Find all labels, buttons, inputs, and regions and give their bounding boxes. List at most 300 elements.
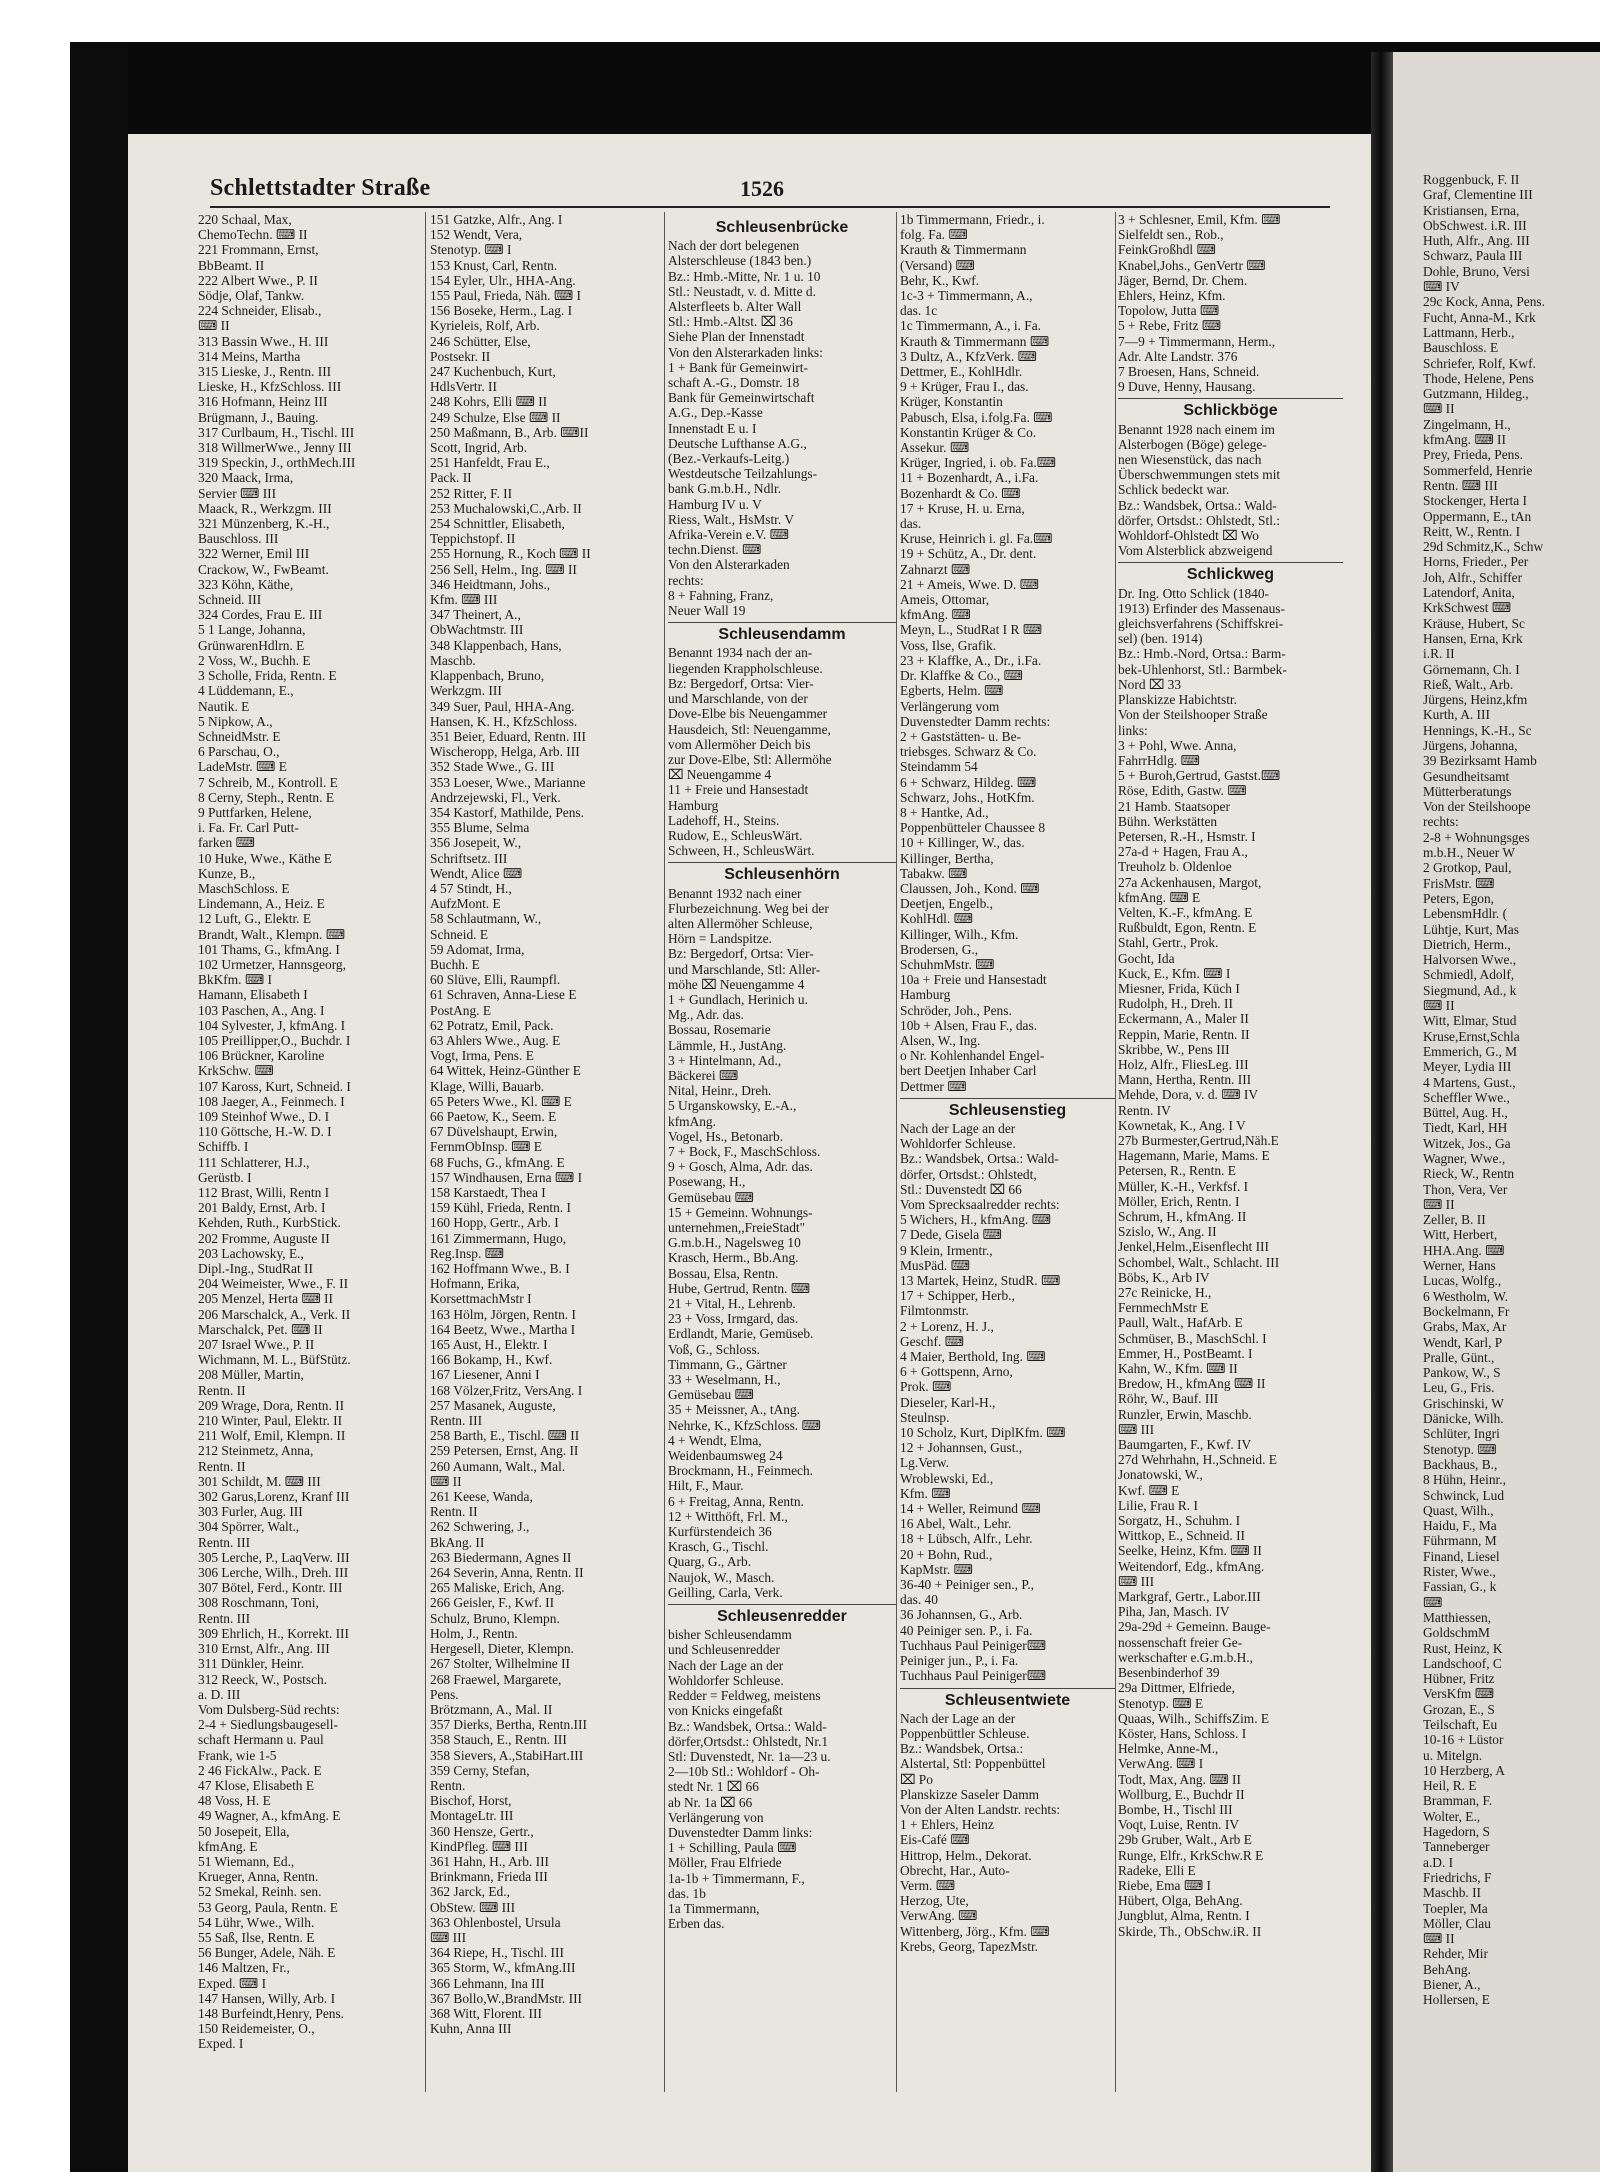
directory-entry: Brinkmann, Frieda III: [430, 1869, 548, 1885]
directory-entry: folg. Fa. ⌨: [900, 227, 968, 243]
directory-entry: 317 Curlbaum, H., Tischl. III: [198, 424, 355, 440]
directory-entry: Leu, G., Fris.: [1423, 1380, 1495, 1396]
directory-entry: Rister, Wwe.,: [1423, 1564, 1496, 1580]
directory-entry: Konstantin Krüger & Co.: [900, 424, 1037, 440]
directory-entry: 309 Ehrlich, H., Korrekt. III: [198, 1625, 349, 1641]
directory-entry: bank G.m.b.H., Ndlr.: [668, 481, 782, 497]
directory-entry: Exped. I: [198, 2036, 244, 2052]
directory-entry: ObStew. ⌨ III: [430, 1899, 516, 1915]
directory-entry: Landschoof, C: [1423, 1655, 1502, 1671]
directory-entry: 224 Schneider, Elisab.,: [198, 303, 322, 319]
directory-entry: Pralle, Günt.,: [1423, 1349, 1495, 1365]
directory-entry: Tanneberger: [1423, 1839, 1490, 1855]
directory-entry: Horns, Frieder., Per: [1423, 554, 1529, 570]
directory-entry: Quarg, G., Arb.: [668, 1554, 752, 1570]
directory-entry: Dettmer, E., KohlHdlr.: [900, 364, 1023, 380]
directory-entry: Holz, Alfr., FliesLeg. III: [1118, 1056, 1249, 1072]
directory-entry: Bz.: Wandsbek, Ortsa.: Wald-: [900, 1151, 1059, 1167]
directory-entry: 364 Riepe, H., Tischl. III: [430, 1945, 564, 1961]
directory-entry: ⌨ III: [430, 1929, 467, 1945]
directory-entry: Todt, Max, Ang. ⌨ II: [1118, 1771, 1241, 1787]
directory-entry: 265 Maliske, Erich, Ang.: [430, 1580, 565, 1596]
directory-entry: Reitt, W., Rentn. I: [1423, 523, 1521, 539]
directory-entry: Baumgarten, F., Kwf. IV: [1118, 1437, 1252, 1453]
directory-entry: Kräuse, Hubert, Sc: [1423, 615, 1525, 631]
directory-entry: Hansen, K. H., KfzSchloss.: [430, 713, 578, 729]
directory-entry: Wohldorfer Schleuse.: [900, 1136, 1016, 1152]
directory-entry: 17 + Schipper, Herb.,: [900, 1288, 1015, 1304]
directory-entry: Weidenbaumsweg 24: [668, 1448, 783, 1464]
directory-entry: 301 Schildt, M. ⌨ III: [198, 1473, 321, 1489]
directory-entry: dörfer, Ortsdst.: Ohlstedt,: [900, 1166, 1037, 1182]
directory-entry: Rieck, W., Rentn: [1423, 1166, 1515, 1182]
directory-entry: Schröder, Joh., Pens.: [900, 1002, 1012, 1018]
directory-entry: PostAng. E: [430, 1002, 492, 1018]
page-header: [210, 168, 1330, 208]
directory-entry: 55 Saß, Ilse, Rentn. E: [198, 1929, 315, 1945]
directory-entry: 29d Schmitz,K., Schw: [1423, 539, 1544, 555]
directory-entry: Kyrieleis, Rolf, Arb.: [430, 318, 540, 334]
directory-entry: 161 Zimmermann, Hugo,: [430, 1230, 567, 1246]
directory-entry: ⌨ IV: [1423, 279, 1460, 295]
directory-entry: G.m.b.H., Nagelsweg 10: [668, 1235, 801, 1251]
directory-entry: Peters, Egon,: [1423, 890, 1495, 906]
directory-entry: 157 Windhausen, Erna ⌨ I: [430, 1169, 583, 1185]
directory-entry: 6 Parschau, O.,: [198, 744, 280, 760]
directory-entry: Tuchhaus Paul Peiniger⌨: [900, 1668, 1047, 1684]
directory-entry: Werner, Hans: [1423, 1258, 1496, 1274]
directory-entry: Erdlandt, Marie, Gemüseb.: [668, 1326, 814, 1342]
directory-entry: 366 Lehmann, Ina III: [430, 1975, 545, 1991]
directory-entry: 27a Ackenhausen, Margot,: [1118, 874, 1262, 890]
directory-entry: Rußbuldt, Egon, Rentn. E: [1118, 920, 1257, 936]
directory-entry: Krauth & Timmermann: [900, 242, 1027, 258]
right-page-column: [1423, 172, 1600, 2008]
directory-entry: Hube, Gertrud, Rentn. ⌨: [668, 1280, 811, 1296]
directory-entry: Grischinski, W: [1423, 1395, 1504, 1411]
directory-entry: 7 + Bock, F., MaschSchloss.: [668, 1143, 821, 1159]
directory-entry: Bank für Gemeinwirtschaft: [668, 390, 815, 406]
directory-entry: Geilling, Carla, Verk.: [668, 1584, 783, 1600]
directory-entry: Wendt, Alice ⌨: [430, 865, 523, 881]
directory-entry: 1 + Schilling, Paula ⌨: [668, 1840, 797, 1856]
directory-entry: Bz.: Wandsbek, Ortsa.: Wald-: [1118, 497, 1277, 513]
directory-entry: Gemüsebau ⌨: [668, 1189, 754, 1205]
directory-entry: Gemüsebau ⌨: [668, 1387, 754, 1403]
directory-entry: Voß, G., Schloss.: [668, 1341, 761, 1357]
directory-entry: 166 Bokamp, H., Kwf.: [430, 1352, 553, 1368]
directory-entry: 247 Kuchenbuch, Kurt,: [430, 364, 556, 380]
directory-entry: 255 Hornung, R., Koch ⌨ II: [430, 546, 591, 562]
directory-entry: farken ⌨: [198, 835, 255, 851]
directory-entry: Schmüser, B., MaschSchl. I: [1118, 1330, 1267, 1346]
directory-entry: Alsterfleets b. Alter Wall: [668, 299, 802, 315]
directory-entry: Zingelmann, H.,: [1423, 416, 1511, 432]
directory-entry: Stenotyp. ⌨ I: [430, 242, 512, 258]
directory-entry: 212 Steinmetz, Anna,: [198, 1443, 314, 1459]
directory-entry: 154 Eyler, Ulr., HHA-Ang.: [430, 272, 576, 288]
directory-entry: zur Dove-Elbe, Stl: Allermöhe: [668, 751, 832, 767]
directory-entry: Skirde, Th., ObSchw.iR. II: [1118, 1923, 1262, 1939]
directory-entry: 2—10b Stl.: Wohldorf - Oh-: [668, 1764, 820, 1780]
directory-entry: Schlüter, Ingri: [1423, 1426, 1500, 1442]
directory-column-4: [900, 212, 1115, 2102]
directory-entry: Biener, A.,: [1423, 1977, 1481, 1993]
directory-entry: bek-Uhlenhorst, Stl.: Barmbek-: [1118, 661, 1287, 677]
directory-entry: Kristiansen, Erna,: [1423, 202, 1520, 218]
directory-entry: 353 Loeser, Wwe., Marianne: [430, 774, 586, 790]
directory-entry: HdlsVertr. II: [430, 379, 497, 395]
street-heading: Schleusendamm: [668, 622, 896, 642]
directory-entry: Toepler, Ma: [1423, 1900, 1488, 1916]
directory-entry: 106 Brückner, Karoline: [198, 1048, 325, 1064]
directory-entry: Adr. Alte Landstr. 376: [1118, 348, 1238, 364]
directory-entry: Skribbe, W., Pens III: [1118, 1041, 1230, 1057]
directory-entry: Lindemann, A., Heiz. E: [198, 896, 325, 912]
directory-entry: Paull, Walt., HafArb. E: [1118, 1315, 1243, 1331]
directory-entry: 314 Meins, Martha: [198, 348, 301, 364]
directory-entry: Schriftsetz. III: [430, 850, 508, 866]
directory-entry: 3 Scholle, Frida, Rentn. E: [198, 668, 337, 684]
directory-entry: Teilschaft, Eu: [1423, 1716, 1498, 1732]
directory-entry: Maschb.: [430, 652, 476, 668]
directory-entry: Halvorsen Wwe.,: [1423, 952, 1517, 968]
street-heading: Schleusenstieg: [900, 1098, 1115, 1118]
directory-entry: 39 Bezirksamt Hamb: [1423, 753, 1537, 769]
directory-entry: Lühtje, Kurt, Mas: [1423, 921, 1519, 937]
street-heading: Schleusentwiete: [900, 1688, 1115, 1708]
directory-entry: Schiffb. I: [198, 1139, 249, 1155]
directory-entry: 53 Georg, Paula, Rentn. E: [198, 1899, 338, 1915]
directory-entry: Herzog, Ute,: [900, 1893, 969, 1909]
directory-entry: stedt Nr. 1 ⌧ 66: [668, 1779, 759, 1795]
directory-entry: Andrzejewski, Fl., Verk.: [430, 789, 561, 805]
directory-entry: Dietrich, Herm.,: [1423, 936, 1511, 952]
directory-entry: FernmechMstr E: [1118, 1300, 1209, 1316]
directory-entry: Stahl, Gertr., Prok.: [1118, 935, 1219, 951]
directory-entry: sel) (ben. 1914): [1118, 631, 1203, 647]
directory-entry: 8 Hühn, Heinr.,: [1423, 1472, 1506, 1488]
directory-entry: 10 + Killinger, W., das.: [900, 835, 1025, 851]
directory-entry: links:: [1118, 722, 1148, 738]
directory-entry: Crackow, W., FwBeamt.: [198, 561, 329, 577]
directory-entry: 251 Hanfeldt, Frau E.,: [430, 455, 550, 471]
directory-entry: Hausdeich, Stl: Neuengamme,: [668, 721, 831, 737]
directory-entry: 10-16 + Lüstor: [1423, 1732, 1504, 1748]
directory-entry: 40 Peiniger sen. P., i. Fa.: [900, 1622, 1033, 1638]
directory-entry: Schriefer, Rolf, Kwf.: [1423, 355, 1536, 371]
directory-entry: 62 Potratz, Emil, Pack.: [430, 1017, 554, 1033]
directory-entry: 10a + Freie und Hansestadt: [900, 972, 1047, 988]
directory-entry: Ladehoff, H., Steins.: [668, 812, 780, 828]
directory-entry: 112 Brast, Willi, Rentn I: [198, 1185, 330, 1200]
directory-entry: 59 Adomat, Irma,: [430, 941, 525, 957]
directory-entry: 253 Muchalowski,C.,Arb. II: [430, 500, 582, 516]
directory-entry: 17 + Kruse, H. u. Erna,: [900, 500, 1025, 516]
directory-entry: Grabs, Max, Ar: [1423, 1319, 1507, 1335]
directory-entry: Poppenbütteler Chaussee 8: [900, 820, 1046, 836]
directory-entry: 9 Duve, Henny, Hausang.: [1118, 379, 1256, 395]
directory-entry: Kehden, Ruth., KurbStick.: [198, 1215, 341, 1231]
directory-entry: FahrrHdlg. ⌨: [1118, 752, 1200, 768]
directory-entry: 159 Kühl, Frieda, Rentn. I: [430, 1200, 571, 1216]
directory-entry: Schwarz, Paula III: [1423, 248, 1523, 264]
directory-entry: Lg.Verw.: [900, 1455, 949, 1471]
directory-entry: Werkzgm. III: [430, 683, 502, 699]
directory-entry: Benannt 1934 nach der an-: [668, 645, 813, 661]
directory-entry: kfmAng.: [668, 1113, 716, 1129]
directory-entry: Nach der dort belegenen: [668, 238, 800, 254]
directory-entry: Prey, Frieda, Pens.: [1423, 447, 1523, 463]
directory-entry: 323 Köhn, Käthe,: [198, 576, 294, 592]
directory-entry: Innenstadt E u. I: [668, 420, 757, 436]
directory-entry: Piha, Jan, Masch. IV: [1118, 1604, 1230, 1620]
directory-entry: 1 + Gundlach, Herinich u.: [668, 991, 808, 1007]
directory-entry: 167 Liesener, Anni I: [430, 1367, 540, 1383]
directory-entry: 259 Petersen, Ernst, Ang. II: [430, 1443, 579, 1459]
directory-entry: Petersen, R., Rentn. E: [1118, 1163, 1236, 1179]
directory-entry: Bz.: Wandsbek, Ortsa.: Wald-: [668, 1718, 827, 1734]
directory-entry: Von den Alsterarkaden links:: [668, 344, 823, 360]
directory-entry: 254 Schnittler, Elisabeth,: [430, 516, 565, 532]
directory-entry: 307 Bötel, Ferd., Kontr. III: [198, 1580, 343, 1596]
directory-entry: 48 Voss, H. E: [198, 1793, 271, 1809]
directory-entry: vom Allermöher Deich bis: [668, 736, 811, 752]
directory-entry: 1c Timmermann, A., i. Fa.: [900, 318, 1041, 334]
directory-entry: Schween, H., SchleusWärt.: [668, 843, 815, 859]
directory-entry: Killinger, Wilh., Kfm.: [900, 926, 1019, 942]
directory-entry: Eckermann, A., Maler II: [1118, 1011, 1249, 1027]
directory-entry: Brandt, Walt., Klempn. ⌨: [198, 926, 346, 942]
directory-entry: 35 + Meissner, A., tAng.: [668, 1402, 800, 1418]
directory-entry: 321 Münzenberg, K.-H.,: [198, 516, 330, 532]
directory-entry: 4 Martens, Gust.,: [1423, 1074, 1516, 1090]
directory-entry: Flurbezeichnung. Weg bei der: [668, 900, 829, 916]
directory-entry: 148 Burfeindt,Henry, Pens.: [198, 2005, 345, 2021]
directory-entry: 29c Kock, Anna, Pens.: [1423, 294, 1545, 310]
directory-entry: Bz: Bergedorf, Ortsa: Vier-: [668, 675, 814, 691]
directory-entry: Hittrop, Helm., Dekorat.: [900, 1847, 1032, 1863]
directory-entry: MaschSchloss. E: [198, 880, 290, 896]
directory-entry: Bäckerei ⌨: [668, 1067, 739, 1083]
directory-entry: Hilt, F., Maur.: [668, 1478, 744, 1494]
directory-entry: 111 Schlatterer, H.J.,: [198, 1154, 310, 1170]
directory-entry: 1a Timmermann,: [668, 1900, 760, 1916]
directory-entry: KrkSchwest ⌨: [1423, 600, 1512, 616]
directory-entry: Egberts, Helm. ⌨: [900, 683, 1004, 699]
directory-entry: Krueger, Anna, Rentn.: [198, 1869, 319, 1885]
directory-entry: 356 Josepeit, W.,: [430, 835, 522, 851]
directory-entry: Gerüstb. I: [198, 1169, 252, 1185]
directory-entry: 249 Schulze, Else ⌨ II: [430, 409, 561, 425]
directory-entry: 362 Jarck, Ed.,: [430, 1884, 510, 1900]
directory-entry: Bz.: Hmb.-Nord, Ortsa.: Barm-: [1118, 646, 1286, 662]
book-gutter: [1371, 52, 1393, 2172]
directory-entry: 312 Reeck, W., Postsch.: [198, 1671, 328, 1687]
directory-entry: Kwf. ⌨ E: [1118, 1482, 1180, 1498]
directory-entry: Peiniger jun., P., i. Fa.: [900, 1653, 1019, 1669]
directory-entry: 308 Roschmann, Toni,: [198, 1595, 319, 1611]
directory-entry: 320 Maack, Irma,: [198, 470, 294, 486]
directory-entry: Duvenstedter Damm links:: [668, 1824, 813, 1840]
directory-entry: 220 Schaal, Max,: [198, 212, 292, 227]
directory-entry: 156 Boseke, Herm., Lag. I: [430, 303, 573, 319]
directory-entry: Benannt 1932 nach einer: [668, 885, 802, 901]
directory-entry: 20 + Bohn, Rud.,: [900, 1546, 993, 1562]
directory-entry: Kuhn, Anna III: [430, 2021, 512, 2037]
directory-entry: Hamburg IV u. V: [668, 496, 762, 512]
directory-entry: KorsettmachMstr I: [430, 1291, 532, 1307]
directory-entry: 354 Kastorf, Mathilde, Pens.: [430, 804, 584, 820]
directory-entry: Nach der Lage an der: [900, 1710, 1016, 1726]
directory-entry: LebensmHdlr. (: [1423, 906, 1508, 922]
directory-entry: KohlHdl. ⌨: [900, 911, 973, 927]
directory-entry: Kfm. ⌨: [900, 1485, 951, 1501]
directory-entry: 15 + Gemeinn. Wohnungs-: [668, 1204, 813, 1220]
directory-entry: 153 Knust, Carl, Rentn.: [430, 257, 558, 273]
directory-entry: Helmke, Anne-M.,: [1118, 1741, 1219, 1757]
street-heading: Schleusenhörn: [668, 862, 896, 882]
directory-entry: 2 46 FickAlw., Pack. E: [198, 1762, 322, 1778]
directory-entry: Schmiedl, Adolf,: [1423, 967, 1515, 983]
directory-entry: Stenotyp. ⌨ E: [1118, 1695, 1204, 1711]
directory-entry: Bossau, Rosemarie: [668, 1022, 771, 1038]
directory-entry: Graf, Clementine III: [1423, 187, 1533, 203]
directory-entry: 9 + Gosch, Alma, Adr. das.: [668, 1159, 813, 1175]
directory-entry: 108 Jaeger, A., Feinmech. I: [198, 1093, 345, 1109]
directory-entry: Latendorf, Anita,: [1423, 585, 1515, 601]
directory-entry: Bockelmann, Fr: [1423, 1303, 1510, 1319]
directory-entry: 322 Werner, Emil III: [198, 546, 310, 562]
directory-entry: 2-4 + Siedlungsbaugesell-: [198, 1717, 338, 1733]
directory-entry: Killinger, Bertha,: [900, 850, 994, 866]
directory-entry: BkAng. II: [430, 1534, 485, 1550]
directory-entry: Möller, Erich, Rentn. I: [1118, 1193, 1240, 1209]
directory-entry: Hagemann, Marie, Mams. E: [1118, 1148, 1270, 1164]
directory-column-1: [198, 212, 420, 2102]
directory-entry: 6 Westholm, W.: [1423, 1288, 1508, 1304]
directory-entry: Kunze, B.,: [198, 865, 256, 881]
directory-entry: 54 Lühr, Wwe., Wilh.: [198, 1914, 315, 1930]
directory-entry: 102 Urmetzer, Hannsgeorg,: [198, 956, 346, 972]
directory-entry: 64 Wittek, Heinz-Günther E: [430, 1063, 581, 1079]
directory-entry: Nehrke, K., KfzSchloss. ⌨: [668, 1417, 821, 1433]
directory-entry: 313 Bassin Wwe., H. III: [198, 333, 329, 349]
directory-entry: 21 + Ameis, Wwe. D. ⌨: [900, 576, 1039, 592]
directory-entry: Dieseler, Karl-H.,: [900, 1394, 996, 1410]
directory-entry: 6 + Schwarz, Hildeg. ⌨: [900, 774, 1037, 790]
directory-entry: Servier ⌨ III: [198, 485, 277, 501]
directory-entry: Hamburg: [668, 797, 719, 813]
directory-entry: 315 Lieske, J., Rentn. III: [198, 364, 332, 380]
directory-entry: 2 + Lorenz, H. J.,: [900, 1318, 994, 1334]
directory-entry: Schombel, Walt., Schlacht. III: [1118, 1254, 1280, 1270]
directory-entry: Klage, Willi, Bauarb.: [430, 1078, 545, 1094]
directory-entry: Ehlers, Heinz, Kfm.: [1118, 288, 1226, 304]
directory-entry: Nord ⌧ 33: [1118, 676, 1182, 692]
directory-entry: 36-40 + Peiniger sen., P.,: [900, 1577, 1035, 1593]
directory-entry: Röhr, W., Bauf. III: [1118, 1391, 1219, 1407]
directory-entry: Thode, Helene, Pens: [1423, 370, 1534, 386]
directory-entry: 61 Schraven, Anna-Liese E: [430, 987, 577, 1003]
directory-entry: ⌨ II: [1423, 1931, 1455, 1947]
directory-entry: das.: [900, 516, 922, 532]
directory-entry: 18 + Lübsch, Alfr., Lehr.: [900, 1531, 1033, 1547]
directory-entry: Kuck, E., Kfm. ⌨ I: [1118, 965, 1231, 981]
directory-entry: rechts:: [668, 572, 704, 588]
directory-entry: und Schleusenredder: [668, 1642, 780, 1658]
directory-entry: Claussen, Joh., Kond. ⌨: [900, 880, 1040, 896]
directory-entry: 11 + Bozenhardt, A., i.Fa.: [900, 470, 1039, 486]
directory-entry: 21 Hamb. Staatsoper: [1118, 798, 1230, 814]
directory-entry: ⌨ III: [1118, 1421, 1155, 1437]
directory-entry: 1a-1b + Timmermann, F.,: [668, 1870, 805, 1886]
directory-entry: 29a-29d + Gemeinn. Bauge-: [1118, 1619, 1271, 1635]
directory-entry: 151 Gatzke, Alfr., Ang. I: [430, 212, 563, 227]
directory-entry: Dettmer ⌨: [900, 1078, 967, 1094]
directory-entry: 4 Maier, Berthold, Ing. ⌨: [900, 1349, 1046, 1365]
directory-entry: unternehmen,,FreieStadt": [668, 1220, 806, 1235]
directory-entry: LadeMstr. ⌨ E: [198, 759, 287, 775]
directory-entry: A.G., Dep.-Kasse: [668, 405, 763, 421]
directory-entry: 146 Maltzen, Fr.,: [198, 1960, 290, 1976]
directory-entry: dörfer,Ortsdst.: Ohlstedt, Nr.1: [668, 1733, 829, 1749]
directory-entry: VerwAng. ⌨: [900, 1908, 978, 1924]
directory-entry: schaft Hermann u. Paul: [198, 1732, 324, 1748]
directory-entry: Nach der Lage an der: [668, 1657, 784, 1673]
directory-entry: 8 + Fahning, Franz,: [668, 587, 774, 603]
directory-entry: Mg., Adr. das.: [668, 1007, 744, 1023]
directory-entry: 250 Maßmann, B., Arb. ⌨II: [430, 424, 589, 440]
directory-entry: FrisMstr. ⌨: [1423, 875, 1495, 891]
directory-entry: Steindamm 54: [900, 759, 978, 775]
directory-entry: Hamann, Elisabeth I: [198, 987, 308, 1003]
directory-entry: Möller, Clau: [1423, 1915, 1491, 1931]
directory-entry: Maack, R., Werkzgm. III: [198, 500, 332, 516]
directory-entry: Postsekr. II: [430, 348, 491, 364]
directory-entry: Von den Alsterarkaden: [668, 557, 790, 573]
directory-entry: Hamburg: [900, 987, 951, 1003]
directory-entry: FeinkGroßhdl ⌨: [1118, 242, 1216, 258]
directory-entry: 256 Sell, Helm., Ing. ⌨ II: [430, 561, 577, 577]
directory-entry: Wollburg, E., Buchdr II: [1118, 1786, 1245, 1802]
column-rule: [1115, 212, 1116, 2092]
directory-entry: 268 Fraewel, Margarete,: [430, 1671, 562, 1687]
directory-entry: 107 Kaross, Kurt, Schneid. I: [198, 1078, 351, 1094]
directory-entry: Weitendorf, Edg., kfmAng.: [1118, 1558, 1265, 1574]
directory-entry: Erben das.: [668, 1916, 725, 1932]
directory-entry: möhe ⌧ Neuengamme 4: [668, 976, 805, 992]
directory-entry: Szislo, W., Ang. II: [1118, 1224, 1217, 1240]
directory-entry: Riebe, Ema ⌨ I: [1118, 1877, 1211, 1893]
directory-entry: ⌨ II: [198, 318, 230, 334]
directory-entry: Görnemann, Ch. I: [1423, 661, 1520, 677]
directory-entry: 9 Klein, Irmentr.,: [900, 1242, 993, 1258]
directory-entry: 29a Dittmer, Elfriede,: [1118, 1680, 1235, 1696]
directory-entry: 47 Klose, Elisabeth E: [198, 1777, 315, 1793]
directory-entry: Tabakw. ⌨: [900, 865, 968, 881]
directory-entry: 7 Dede, Gisela ⌨: [900, 1227, 1002, 1243]
directory-entry: Planskizze Habichtstr.: [1118, 692, 1237, 708]
directory-entry: 63 Ahlers Wwe., Aug. E: [430, 1032, 561, 1048]
directory-entry: 164 Beetz, Wwe., Martha I: [430, 1321, 576, 1337]
directory-entry: Neuer Wall 19: [668, 603, 746, 619]
directory-entry: Alsen, W., Ing.: [900, 1032, 981, 1048]
directory-entry: 368 Witt, Florent. III: [430, 2005, 542, 2021]
directory-entry: Witt, Elmar, Stud: [1423, 1013, 1517, 1029]
directory-entry: werkschafter e.G.m.b.H.,: [1118, 1649, 1253, 1665]
directory-entry: Zeller, B. II: [1423, 1212, 1486, 1228]
